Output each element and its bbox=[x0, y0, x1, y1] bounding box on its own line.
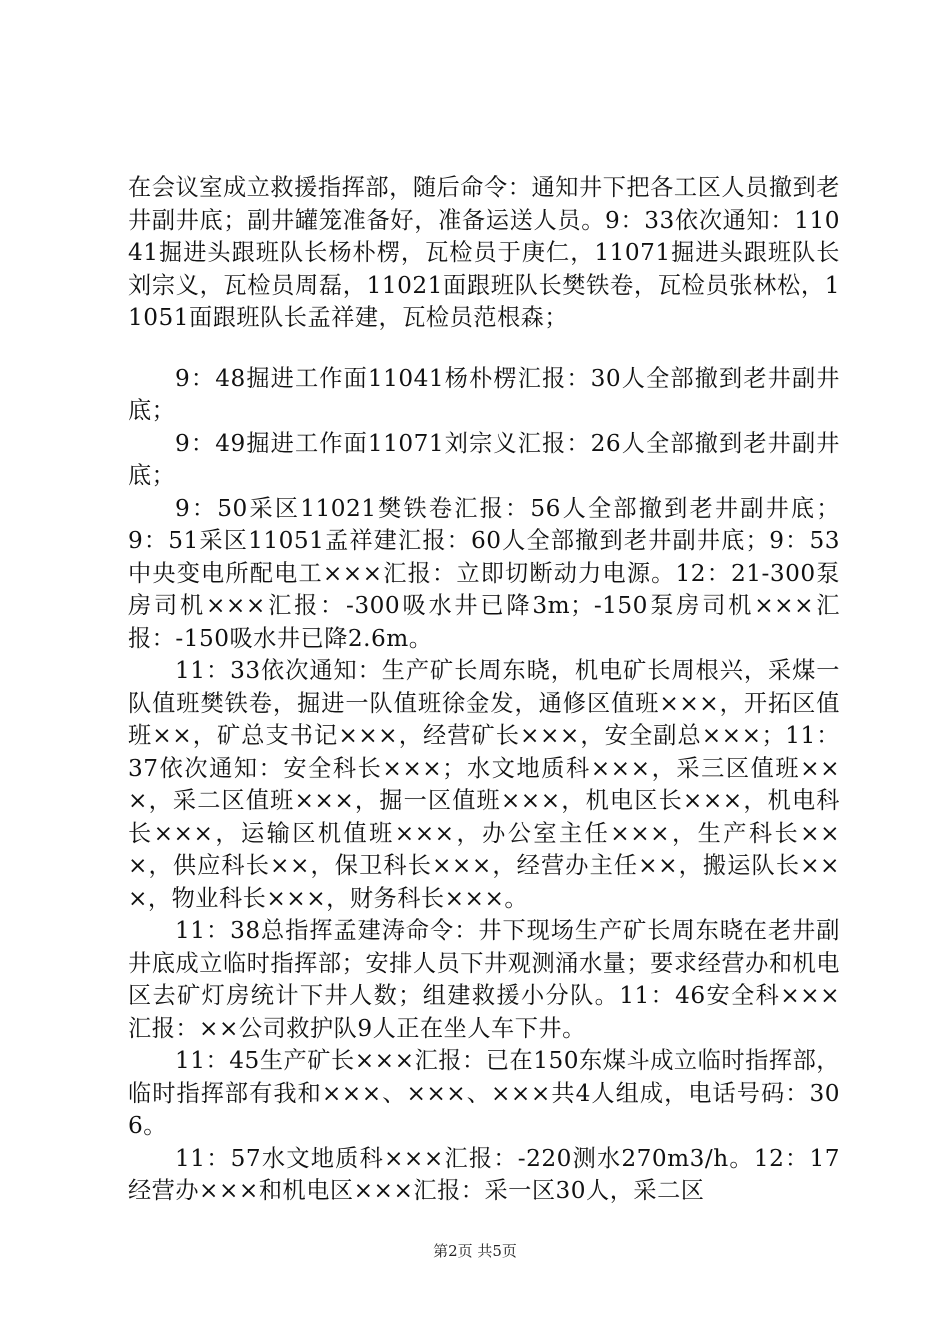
paragraph-notify-leaders: 11：33依次通知：生产矿长周东晓，机电矿长周根兴，采煤一队值班樊铁卷，掘进一队值班徐金发，通修区值班×××，开拓区值班××，矿总支书记×××，经营矿长×××，安全副总×××；11：37依次通知：安全科长×××；水文地质科×××，采三区值班×××，采二区值班×××，掘一区值班×××，机电区长×××，机电科长×××，运输区机值班×××，办公室主任×××，生产科长×××，供应科长××，保卫科长×××，经营办主任××，搬运队长×××，物业科长×××，财务科长×××。 bbox=[128, 657, 840, 912]
document-body bbox=[128, 172, 840, 1208]
paragraph-report-mining-areas: 9：50采区11021樊铁卷汇报：56人全部撤到老井副井底；9：51采区11051孟祥建汇报：60人全部撤到老井副井底；9：53中央变电所配电工×××汇报：立即切断动力电源。12：21-300泵房司机×××汇报：-300吸水井已降3m；-150泵房司机×××汇报：-150吸水井已降2.6m。 bbox=[128, 494, 840, 652]
paragraph-temp-command-post: 11：45生产矿长×××汇报：已在150东煤斗成立临时指挥部，临时指挥部有我和×××、×××、×××共4人组成，电话号码：306。 bbox=[128, 1047, 840, 1139]
page-number-footer: 第2页 共5页 bbox=[433, 1242, 517, 1260]
paragraph-report-11041: 9：48掘进工作面11041杨朴楞汇报：30人全部撤到老井副井底； bbox=[128, 364, 840, 424]
paragraph-commander-order: 11：38总指挥孟建涛命令：井下现场生产矿长周东晓在老井副井底成立临时指挥部；安排人员下井观测涌水量；要求经营办和机电区去矿灯房统计下井人数；组建救援小分队。11：46安全科×××汇报：××公司救护队9人正在坐人车下井。 bbox=[128, 917, 840, 1042]
paragraph-water-measurement: 11：57水文地质科×××汇报：-220测水270m3/h。12：17经营办×××和机电区×××汇报：采一区30人，采二区 bbox=[128, 1144, 840, 1204]
paragraph-command-notice: 在会议室成立救援指挥部，随后命令：通知井下把各工区人员撤到老井副井底；副井罐笼准备好，准备运送人员。9：33依次通知：11041掘进头跟班队长杨朴楞，瓦检员于庚仁，11071掘进头跟班队长刘宗义，瓦检员周磊，11021面跟班队长樊铁卷，瓦检员张林松，11051面跟班队长孟祥建，瓦检员范根森； bbox=[128, 174, 840, 331]
paragraph-report-11071: 9：49掘进工作面11071刘宗义汇报：26人全部撤到老井副井底； bbox=[128, 429, 840, 489]
